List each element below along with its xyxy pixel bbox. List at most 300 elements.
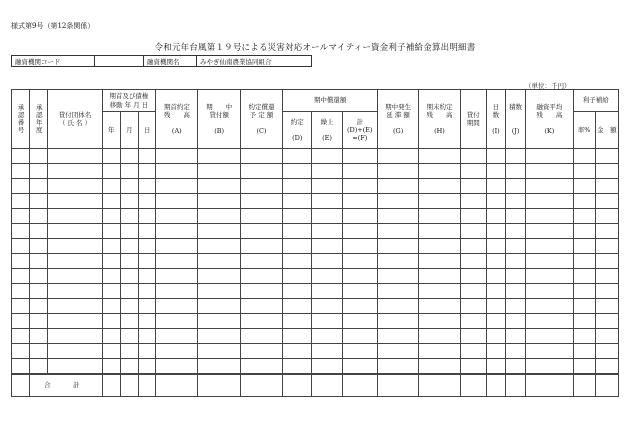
table-cell[interactable] — [139, 359, 156, 375]
table-cell[interactable] — [312, 254, 342, 269]
table-cell[interactable] — [419, 269, 460, 284]
table-cell[interactable] — [377, 329, 418, 344]
table-cell[interactable] — [198, 149, 240, 164]
total-cell[interactable] — [283, 374, 312, 397]
table-cell[interactable] — [377, 224, 418, 239]
table-cell[interactable] — [377, 194, 418, 209]
table-cell[interactable] — [102, 164, 120, 179]
table-cell[interactable] — [419, 329, 460, 344]
table-cell[interactable] — [240, 149, 282, 164]
table-cell[interactable] — [312, 149, 342, 164]
table-cell[interactable] — [312, 224, 342, 239]
table-cell[interactable] — [12, 359, 30, 375]
table-cell[interactable] — [139, 284, 156, 299]
table-cell[interactable] — [460, 224, 486, 239]
table-cell[interactable] — [505, 314, 525, 329]
table-cell[interactable] — [198, 299, 240, 314]
table-cell[interactable] — [198, 269, 240, 284]
table-cell[interactable] — [342, 344, 377, 359]
table-cell[interactable] — [120, 299, 138, 314]
table-cell[interactable] — [283, 359, 312, 375]
table-cell[interactable] — [526, 149, 573, 164]
table-cell[interactable] — [377, 269, 418, 284]
table-cell[interactable] — [312, 179, 342, 194]
table-cell[interactable] — [102, 254, 120, 269]
table-cell[interactable] — [12, 224, 30, 239]
total-cell[interactable] — [486, 374, 505, 397]
table-cell[interactable] — [595, 224, 618, 239]
table-cell[interactable] — [30, 179, 48, 194]
table-cell[interactable] — [12, 284, 30, 299]
table-cell[interactable] — [102, 224, 120, 239]
table-cell[interactable] — [595, 179, 618, 194]
table-cell[interactable] — [486, 239, 505, 254]
table-cell[interactable] — [526, 179, 573, 194]
table-cell[interactable] — [419, 299, 460, 314]
table-cell[interactable] — [573, 164, 595, 179]
table-cell[interactable] — [12, 329, 30, 344]
total-cell[interactable] — [240, 374, 282, 397]
table-cell[interactable] — [120, 269, 138, 284]
table-cell[interactable] — [102, 209, 120, 224]
table-cell[interactable] — [460, 299, 486, 314]
table-cell[interactable] — [120, 254, 138, 269]
table-cell[interactable] — [283, 329, 312, 344]
table-cell[interactable] — [526, 299, 573, 314]
table-cell[interactable] — [120, 329, 138, 344]
table-cell[interactable] — [198, 239, 240, 254]
table-cell[interactable] — [156, 344, 198, 359]
table-cell[interactable] — [342, 269, 377, 284]
table-cell[interactable] — [139, 224, 156, 239]
table-cell[interactable] — [48, 344, 102, 359]
table-cell[interactable] — [419, 194, 460, 209]
table-cell[interactable] — [486, 209, 505, 224]
table-cell[interactable] — [139, 314, 156, 329]
table-cell[interactable] — [198, 254, 240, 269]
table-cell[interactable] — [240, 209, 282, 224]
table-cell[interactable] — [283, 194, 312, 209]
table-cell[interactable] — [312, 284, 342, 299]
table-cell[interactable] — [283, 149, 312, 164]
table-cell[interactable] — [240, 254, 282, 269]
table-cell[interactable] — [312, 314, 342, 329]
table-cell[interactable] — [120, 344, 138, 359]
table-cell[interactable] — [460, 284, 486, 299]
table-cell[interactable] — [30, 359, 48, 375]
table-cell[interactable] — [573, 329, 595, 344]
table-cell[interactable] — [30, 299, 48, 314]
table-cell[interactable] — [156, 179, 198, 194]
table-cell[interactable] — [120, 209, 138, 224]
table-cell[interactable] — [30, 224, 48, 239]
table-cell[interactable] — [156, 329, 198, 344]
table-cell[interactable] — [342, 329, 377, 344]
table-cell[interactable] — [48, 359, 102, 375]
table-cell[interactable] — [312, 194, 342, 209]
table-cell[interactable] — [48, 329, 102, 344]
table-cell[interactable] — [377, 254, 418, 269]
table-cell[interactable] — [102, 149, 120, 164]
table-cell[interactable] — [460, 314, 486, 329]
table-cell[interactable] — [505, 194, 525, 209]
table-cell[interactable] — [460, 239, 486, 254]
table-cell[interactable] — [595, 149, 618, 164]
table-cell[interactable] — [342, 314, 377, 329]
table-cell[interactable] — [486, 224, 505, 239]
table-cell[interactable] — [48, 149, 102, 164]
table-cell[interactable] — [595, 269, 618, 284]
table-cell[interactable] — [48, 269, 102, 284]
table-cell[interactable] — [12, 344, 30, 359]
table-cell[interactable] — [156, 194, 198, 209]
table-cell[interactable] — [139, 164, 156, 179]
table-cell[interactable] — [419, 284, 460, 299]
total-cell[interactable] — [198, 374, 240, 397]
table-cell[interactable] — [48, 254, 102, 269]
table-cell[interactable] — [48, 239, 102, 254]
table-cell[interactable] — [283, 254, 312, 269]
table-cell[interactable] — [240, 314, 282, 329]
table-cell[interactable] — [505, 254, 525, 269]
table-cell[interactable] — [486, 344, 505, 359]
table-cell[interactable] — [342, 179, 377, 194]
table-cell[interactable] — [240, 284, 282, 299]
table-cell[interactable] — [505, 284, 525, 299]
table-cell[interactable] — [198, 284, 240, 299]
table-cell[interactable] — [526, 224, 573, 239]
total-cell[interactable] — [312, 374, 342, 397]
table-cell[interactable] — [139, 299, 156, 314]
table-cell[interactable] — [102, 344, 120, 359]
table-cell[interactable] — [486, 179, 505, 194]
table-cell[interactable] — [30, 239, 48, 254]
table-cell[interactable] — [240, 239, 282, 254]
table-cell[interactable] — [30, 209, 48, 224]
table-cell[interactable] — [505, 149, 525, 164]
table-cell[interactable] — [342, 164, 377, 179]
table-cell[interactable] — [505, 209, 525, 224]
table-cell[interactable] — [419, 344, 460, 359]
table-cell[interactable] — [156, 314, 198, 329]
table-cell[interactable] — [486, 359, 505, 375]
table-cell[interactable] — [595, 164, 618, 179]
table-cell[interactable] — [283, 239, 312, 254]
table-cell[interactable] — [595, 329, 618, 344]
table-cell[interactable] — [377, 359, 418, 375]
table-cell[interactable] — [486, 314, 505, 329]
table-cell[interactable] — [460, 164, 486, 179]
table-cell[interactable] — [30, 329, 48, 344]
table-cell[interactable] — [240, 359, 282, 375]
table-cell[interactable] — [526, 344, 573, 359]
table-cell[interactable] — [102, 314, 120, 329]
table-cell[interactable] — [156, 269, 198, 284]
table-cell[interactable] — [156, 284, 198, 299]
table-cell[interactable] — [312, 329, 342, 344]
table-cell[interactable] — [156, 164, 198, 179]
table-cell[interactable] — [102, 284, 120, 299]
table-cell[interactable] — [312, 239, 342, 254]
table-cell[interactable] — [240, 194, 282, 209]
table-cell[interactable] — [139, 194, 156, 209]
table-cell[interactable] — [526, 269, 573, 284]
table-cell[interactable] — [48, 194, 102, 209]
table-cell[interactable] — [198, 209, 240, 224]
table-cell[interactable] — [12, 209, 30, 224]
table-cell[interactable] — [342, 284, 377, 299]
table-cell[interactable] — [505, 299, 525, 314]
table-cell[interactable] — [595, 254, 618, 269]
table-cell[interactable] — [573, 314, 595, 329]
total-cell[interactable] — [377, 374, 418, 397]
table-cell[interactable] — [240, 164, 282, 179]
table-cell[interactable] — [573, 209, 595, 224]
table-cell[interactable] — [283, 284, 312, 299]
table-cell[interactable] — [12, 194, 30, 209]
table-cell[interactable] — [460, 329, 486, 344]
table-cell[interactable] — [505, 164, 525, 179]
table-cell[interactable] — [419, 359, 460, 375]
table-cell[interactable] — [198, 179, 240, 194]
table-cell[interactable] — [419, 164, 460, 179]
table-cell[interactable] — [505, 269, 525, 284]
table-cell[interactable] — [573, 344, 595, 359]
table-cell[interactable] — [102, 179, 120, 194]
table-cell[interactable] — [526, 284, 573, 299]
table-cell[interactable] — [573, 224, 595, 239]
table-cell[interactable] — [139, 239, 156, 254]
table-cell[interactable] — [573, 284, 595, 299]
table-cell[interactable] — [283, 344, 312, 359]
table-cell[interactable] — [102, 299, 120, 314]
table-cell[interactable] — [486, 254, 505, 269]
table-cell[interactable] — [156, 149, 198, 164]
table-cell[interactable] — [120, 179, 138, 194]
table-cell[interactable] — [156, 359, 198, 375]
table-cell[interactable] — [419, 179, 460, 194]
table-cell[interactable] — [377, 239, 418, 254]
table-cell[interactable] — [460, 344, 486, 359]
table-cell[interactable] — [526, 239, 573, 254]
institution-name-value[interactable]: みやぎ仙南農業協同組合 — [197, 56, 312, 67]
table-cell[interactable] — [120, 164, 138, 179]
table-cell[interactable] — [12, 254, 30, 269]
table-cell[interactable] — [283, 314, 312, 329]
table-cell[interactable] — [156, 299, 198, 314]
table-cell[interactable] — [30, 254, 48, 269]
table-cell[interactable] — [120, 284, 138, 299]
total-cell[interactable] — [156, 374, 198, 397]
table-cell[interactable] — [312, 299, 342, 314]
table-cell[interactable] — [573, 194, 595, 209]
table-cell[interactable] — [486, 329, 505, 344]
table-cell[interactable] — [595, 284, 618, 299]
table-cell[interactable] — [283, 209, 312, 224]
total-cell[interactable] — [573, 374, 595, 397]
table-cell[interactable] — [377, 299, 418, 314]
table-cell[interactable] — [312, 209, 342, 224]
table-cell[interactable] — [342, 194, 377, 209]
table-cell[interactable] — [573, 269, 595, 284]
table-cell[interactable] — [102, 359, 120, 375]
table-cell[interactable] — [283, 224, 312, 239]
table-cell[interactable] — [595, 239, 618, 254]
table-cell[interactable] — [377, 344, 418, 359]
table-cell[interactable] — [240, 224, 282, 239]
table-cell[interactable] — [595, 359, 618, 375]
table-cell[interactable] — [12, 239, 30, 254]
table-cell[interactable] — [12, 149, 30, 164]
table-cell[interactable] — [283, 179, 312, 194]
table-cell[interactable] — [48, 299, 102, 314]
table-cell[interactable] — [573, 239, 595, 254]
table-cell[interactable] — [526, 164, 573, 179]
table-cell[interactable] — [419, 239, 460, 254]
table-cell[interactable] — [240, 179, 282, 194]
table-cell[interactable] — [198, 359, 240, 375]
table-cell[interactable] — [312, 344, 342, 359]
table-cell[interactable] — [595, 314, 618, 329]
table-cell[interactable] — [120, 359, 138, 375]
table-cell[interactable] — [377, 209, 418, 224]
table-cell[interactable] — [460, 149, 486, 164]
table-cell[interactable] — [573, 149, 595, 164]
table-cell[interactable] — [30, 269, 48, 284]
table-cell[interactable] — [377, 284, 418, 299]
table-cell[interactable] — [419, 314, 460, 329]
table-cell[interactable] — [505, 344, 525, 359]
table-cell[interactable] — [505, 239, 525, 254]
total-cell[interactable] — [342, 374, 377, 397]
table-cell[interactable] — [48, 179, 102, 194]
table-cell[interactable] — [526, 194, 573, 209]
table-cell[interactable] — [505, 224, 525, 239]
table-cell[interactable] — [505, 359, 525, 375]
table-cell[interactable] — [156, 254, 198, 269]
table-cell[interactable] — [419, 209, 460, 224]
table-cell[interactable] — [198, 344, 240, 359]
table-cell[interactable] — [102, 269, 120, 284]
table-cell[interactable] — [139, 269, 156, 284]
table-cell[interactable] — [12, 269, 30, 284]
total-cell[interactable] — [505, 374, 525, 397]
table-cell[interactable] — [12, 299, 30, 314]
table-cell[interactable] — [486, 164, 505, 179]
table-cell[interactable] — [312, 164, 342, 179]
table-cell[interactable] — [283, 299, 312, 314]
table-cell[interactable] — [12, 164, 30, 179]
total-cell[interactable] — [460, 374, 486, 397]
table-cell[interactable] — [342, 239, 377, 254]
table-cell[interactable] — [505, 179, 525, 194]
table-cell[interactable] — [240, 329, 282, 344]
table-cell[interactable] — [120, 224, 138, 239]
table-cell[interactable] — [12, 179, 30, 194]
total-cell[interactable] — [419, 374, 460, 397]
table-cell[interactable] — [30, 164, 48, 179]
table-cell[interactable] — [342, 224, 377, 239]
table-cell[interactable] — [120, 314, 138, 329]
table-cell[interactable] — [139, 329, 156, 344]
table-cell[interactable] — [486, 269, 505, 284]
table-cell[interactable] — [120, 194, 138, 209]
table-cell[interactable] — [526, 209, 573, 224]
table-cell[interactable] — [30, 344, 48, 359]
table-cell[interactable] — [48, 314, 102, 329]
table-cell[interactable] — [595, 209, 618, 224]
table-cell[interactable] — [573, 254, 595, 269]
table-cell[interactable] — [419, 149, 460, 164]
table-cell[interactable] — [48, 224, 102, 239]
table-cell[interactable] — [240, 269, 282, 284]
table-cell[interactable] — [486, 194, 505, 209]
table-cell[interactable] — [573, 299, 595, 314]
table-cell[interactable] — [486, 284, 505, 299]
table-cell[interactable] — [377, 314, 418, 329]
table-cell[interactable] — [198, 194, 240, 209]
total-cell[interactable] — [595, 374, 618, 397]
table-cell[interactable] — [139, 344, 156, 359]
table-cell[interactable] — [156, 239, 198, 254]
table-cell[interactable] — [198, 314, 240, 329]
table-cell[interactable] — [139, 179, 156, 194]
table-cell[interactable] — [377, 149, 418, 164]
table-cell[interactable] — [30, 314, 48, 329]
table-cell[interactable] — [156, 209, 198, 224]
table-cell[interactable] — [486, 299, 505, 314]
table-cell[interactable] — [48, 284, 102, 299]
total-cell[interactable] — [526, 374, 573, 397]
table-cell[interactable] — [342, 209, 377, 224]
table-cell[interactable] — [283, 164, 312, 179]
table-cell[interactable] — [460, 209, 486, 224]
table-cell[interactable] — [102, 194, 120, 209]
table-cell[interactable] — [139, 149, 156, 164]
table-cell[interactable] — [460, 179, 486, 194]
table-cell[interactable] — [526, 254, 573, 269]
table-cell[interactable] — [312, 269, 342, 284]
table-cell[interactable] — [419, 224, 460, 239]
table-cell[interactable] — [139, 254, 156, 269]
table-cell[interactable] — [573, 359, 595, 375]
table-cell[interactable] — [12, 314, 30, 329]
table-cell[interactable] — [595, 299, 618, 314]
table-cell[interactable] — [30, 149, 48, 164]
table-cell[interactable] — [460, 194, 486, 209]
table-cell[interactable] — [198, 329, 240, 344]
table-cell[interactable] — [460, 269, 486, 284]
institution-code-value[interactable] — [95, 56, 144, 67]
table-cell[interactable] — [595, 344, 618, 359]
table-cell[interactable] — [283, 269, 312, 284]
table-cell[interactable] — [486, 149, 505, 164]
table-cell[interactable] — [198, 164, 240, 179]
table-cell[interactable] — [102, 239, 120, 254]
table-cell[interactable] — [526, 329, 573, 344]
table-cell[interactable] — [460, 359, 486, 375]
table-cell[interactable] — [240, 299, 282, 314]
table-cell[interactable] — [120, 239, 138, 254]
table-cell[interactable] — [573, 179, 595, 194]
table-cell[interactable] — [102, 329, 120, 344]
table-cell[interactable] — [526, 314, 573, 329]
table-cell[interactable] — [30, 194, 48, 209]
table-cell[interactable] — [342, 149, 377, 164]
table-cell[interactable] — [595, 194, 618, 209]
table-cell[interactable] — [120, 149, 138, 164]
table-cell[interactable] — [139, 209, 156, 224]
